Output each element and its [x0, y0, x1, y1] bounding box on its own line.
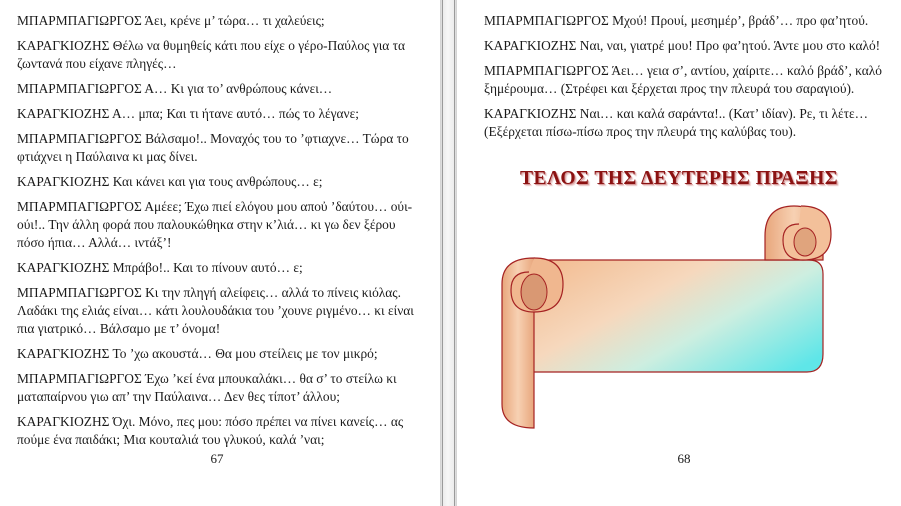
- dialogue-line: ΜΠΑΡΜΠΑΓΙΩΡΓΟΣ Άει… γεια σ’, αντίου, χαίριτε… καλό βράδ’, καλό ξημέρουμα… (Στρέφει και ξέρχεται προς την πλευρά του σαραγιού).: [484, 63, 882, 96]
- scroll-right-curl-inner: [794, 228, 816, 256]
- dialogue-line: ΚΑΡΑΓΚΙΟΖΗΣ Θέλω να θυμηθείς κάτι που είχε ο γέρο-Παύλος για τα ζωντανά που είχανε πληγές…: [17, 38, 406, 71]
- dialogue-line: ΜΠΑΡΜΠΑΓΙΩΡΓΟΣ Α… Κι για το’ ανθρώπους κάνει…: [17, 81, 333, 96]
- act-end-title: ΤΕΛΟΣ ΤΗΣ ΔΕΥΤΕΡΗΣ ΠΡΑΞΗΣ: [520, 168, 838, 189]
- dialogue-line: ΜΠΑΡΜΠΑΓΙΩΡΓΟΣ Κι την πληγή αλείφεις… αλλά το πίνεις κιόλας. Λαδάκι της ελιάς είναι… κάτι λουλουδάκια του ’χουνε ριγμένο… κι είναι πια γιατρικό… Βάλσαμο με τ’ όνομα!: [17, 285, 414, 336]
- scroll-banner-icon: [501, 196, 871, 432]
- right-page-text: [484, 12, 888, 148]
- dialogue-line: ΜΠΑΡΜΠΑΓΙΩΡΓΟΣ Μχού! Προυί, μεσημέρ’, βράδ’… προ φα’ητού.: [484, 13, 869, 28]
- right-page: [457, 0, 901, 506]
- dialogue-line: ΚΑΡΑΓΚΙΟΖΗΣ Μπράβο!.. Και το πίνουν αυτό… ε;: [17, 260, 303, 275]
- dialogue-line: ΚΑΡΑΓΚΙΟΖΗΣ Και κάνει και για τους ανθρώπους… ε;: [17, 174, 323, 189]
- dialogue-line: ΚΑΡΑΓΚΙΟΖΗΣ Ναι… και καλά σαράντα!.. (Κατ’ ιδίαν). Ρε, τι λέτε… (Εξέρχεται πίσω-πίσω προς την πλευρά της καλύβας του).: [484, 106, 868, 139]
- dialogue-line: ΚΑΡΑΓΚΙΟΖΗΣ Το ’χω ακουστά… Θα μου στείλεις με τον μικρό;: [17, 346, 378, 361]
- dialogue-line: ΜΠΑΡΜΠΑΓΙΩΡΓΟΣ Βάλσαμο!.. Μοναχός του το ’φτιαχνε… Τώρα το φτιάχνει η Παύλαινα κι μας δίνει.: [17, 131, 409, 164]
- dialogue-line: ΚΑΡΑΓΚΙΟΖΗΣ Α… μπα; Και τι ήτανε αυτό… πώς το λέγανε;: [17, 106, 359, 121]
- gutter-edge-right: [454, 0, 455, 506]
- scroll-sheet: [533, 260, 823, 372]
- dialogue-line: ΜΠΑΡΜΠΑΓΙΩΡΓΟΣ Άει, κρένε μ’ τώρα… τι χαλεύεις;: [17, 13, 325, 28]
- dialogue-line: ΜΠΑΡΜΠΑΓΙΩΡΓΟΣ Αμέεε; Έχω πιεί ελόγου μου αποὐ ’δαύτου… ούι-ούι!.. Την άλλη φορά που παλουκώθηκα στην κ’λιά… κι γω δεν ξέρου πόσο ήπια… Αλλά… ιντάξ’!: [17, 199, 413, 250]
- page-number: 67: [210, 451, 224, 466]
- page-number: 68: [677, 451, 691, 466]
- book-gutter: [440, 0, 457, 506]
- gutter-edge-left: [442, 0, 443, 506]
- scroll-left-curl-inner: [521, 274, 547, 310]
- left-page: [0, 0, 440, 506]
- left-page-text: [17, 12, 417, 456]
- dialogue-line: ΚΑΡΑΓΚΙΟΖΗΣ Όχι. Μόνο, πες μου: πόσο πρέπει να πίνει κανείς… ας πούμε ένα παιδάκι; Μια κουταλιά του γλυκού, καλά ’ναι;: [17, 414, 404, 447]
- dialogue-line: ΜΠΑΡΜΠΑΓΙΩΡΓΟΣ Έχω ’κεί ένα μπουκαλάκι… θα σ’ το στείλω κι ματαπαίρνου γιω απ’ την Παύλαινα… Δεν θες τίποτ’ άλλου;: [17, 371, 397, 404]
- dialogue-line: ΚΑΡΑΓΚΙΟΖΗΣ Ναι, ναι, γιατρέ μου! Προ φα’ητού. Άντε μου στο καλό!: [484, 38, 881, 53]
